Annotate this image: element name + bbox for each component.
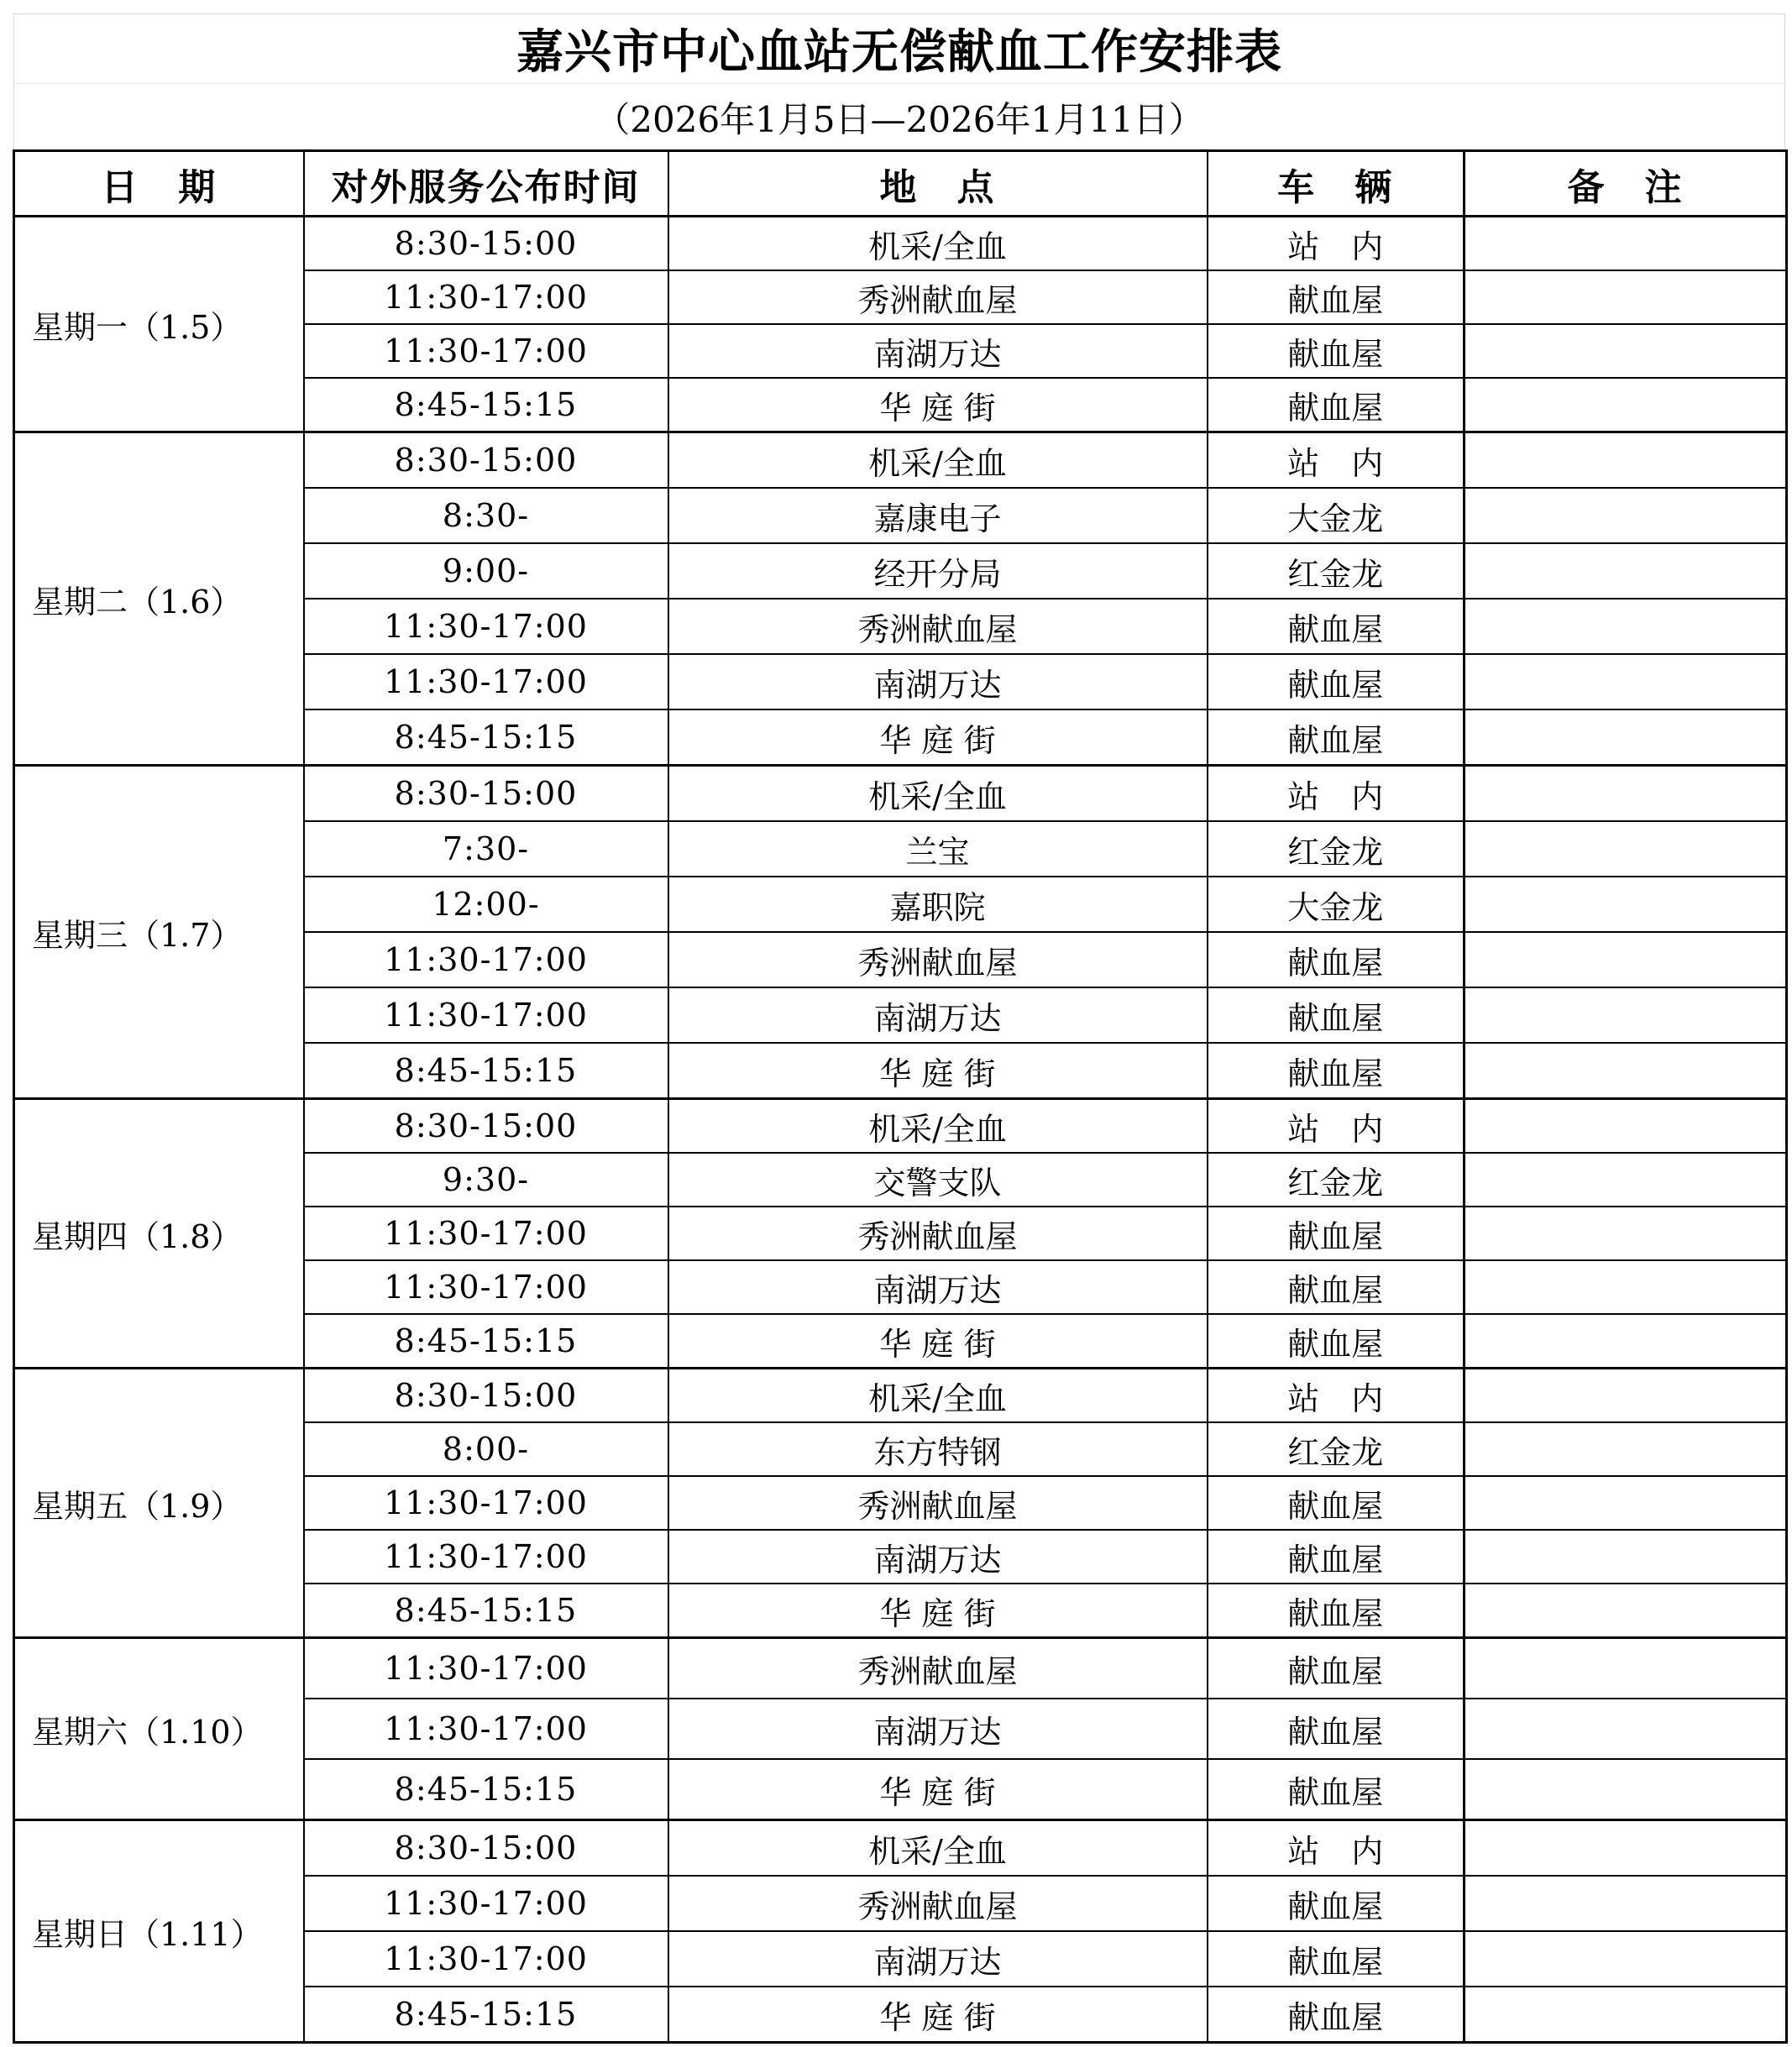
- location-cell: 华 庭 街: [668, 1043, 1208, 1099]
- vehicle-cell: 献血屋: [1208, 654, 1465, 709]
- page-title: 嘉兴市中心血站无偿献血工作安排表: [516, 25, 1282, 80]
- vehicle-cell: 献血屋: [1208, 1043, 1465, 1099]
- time-cell: 8:00-: [304, 1422, 668, 1476]
- time-cell: 8:45-15:15: [304, 1314, 668, 1369]
- note-cell: [1465, 1422, 1787, 1476]
- location-cell: 机采/全血: [668, 1369, 1208, 1423]
- note-cell: [1465, 1476, 1787, 1530]
- note-cell: [1465, 543, 1787, 599]
- location-cell: 南湖万达: [668, 654, 1208, 709]
- location-cell: 华 庭 街: [668, 709, 1208, 766]
- time-cell: 8:45-15:15: [304, 1759, 668, 1820]
- location-cell: 南湖万达: [668, 1931, 1208, 1987]
- location-cell: 东方特钢: [668, 1422, 1208, 1476]
- vehicle-cell: 献血屋: [1208, 1314, 1465, 1369]
- time-cell: 11:30-17:00: [304, 654, 668, 709]
- date-range-subtitle: （2026年1月5日—2026年1月11日）: [595, 98, 1204, 140]
- location-cell: 交警支队: [668, 1153, 1208, 1207]
- location-cell: 华 庭 街: [668, 378, 1208, 432]
- subtitle-row: [13, 83, 1785, 150]
- time-cell: 11:30-17:00: [304, 1530, 668, 1584]
- time-cell: 8:30-15:00: [304, 1099, 668, 1154]
- time-cell: 8:45-15:15: [304, 378, 668, 432]
- vehicle-cell: 献血屋: [1208, 1476, 1465, 1530]
- location-cell: 机采/全血: [668, 1820, 1208, 1877]
- vehicle-cell: 献血屋: [1208, 378, 1465, 432]
- vehicle-cell: 红金龙: [1208, 821, 1465, 877]
- note-cell: [1465, 1987, 1787, 2043]
- vehicle-cell: 站 内: [1208, 766, 1465, 822]
- note-cell: [1465, 1699, 1787, 1759]
- day-label: 星期五（1.9）: [14, 1369, 304, 1638]
- vehicle-cell: 大金龙: [1208, 488, 1465, 543]
- note-cell: [1465, 709, 1787, 766]
- day-label: 星期二（1.6）: [14, 432, 304, 766]
- note-cell: [1465, 654, 1787, 709]
- vehicle-cell: 献血屋: [1208, 1207, 1465, 1260]
- table-row: [14, 1099, 1787, 1154]
- vehicle-cell: 站 内: [1208, 1820, 1465, 1877]
- note-cell: [1465, 821, 1787, 877]
- time-cell: 11:30-17:00: [304, 1260, 668, 1314]
- note-cell: [1465, 599, 1787, 654]
- location-cell: 秀洲献血屋: [668, 1876, 1208, 1931]
- day-label: 星期四（1.8）: [14, 1099, 304, 1369]
- header-note: 备 注: [1465, 151, 1787, 217]
- time-cell: 11:30-17:00: [304, 324, 668, 378]
- note-cell: [1465, 932, 1787, 987]
- time-cell: 8:30-15:00: [304, 432, 668, 489]
- time-cell: 12:00-: [304, 877, 668, 932]
- vehicle-cell: 红金龙: [1208, 543, 1465, 599]
- note-cell: [1465, 1931, 1787, 1987]
- time-cell: 11:30-17:00: [304, 1638, 668, 1699]
- location-cell: 兰宝: [668, 821, 1208, 877]
- location-cell: 秀洲献血屋: [668, 1638, 1208, 1699]
- location-cell: 南湖万达: [668, 1260, 1208, 1314]
- location-cell: 经开分局: [668, 543, 1208, 599]
- vehicle-cell: 献血屋: [1208, 932, 1465, 987]
- vehicle-cell: 献血屋: [1208, 1260, 1465, 1314]
- time-cell: 11:30-17:00: [304, 1931, 668, 1987]
- note-cell: [1465, 1153, 1787, 1207]
- time-cell: 11:30-17:00: [304, 1876, 668, 1931]
- note-cell: [1465, 1759, 1787, 1820]
- time-cell: 8:30-15:00: [304, 1369, 668, 1423]
- vehicle-cell: 献血屋: [1208, 1584, 1465, 1638]
- location-cell: 嘉康电子: [668, 488, 1208, 543]
- location-cell: 机采/全血: [668, 432, 1208, 489]
- vehicle-cell: 站 内: [1208, 1099, 1465, 1154]
- time-cell: 8:30-15:00: [304, 217, 668, 271]
- title-row: [13, 13, 1785, 83]
- note-cell: [1465, 378, 1787, 432]
- location-cell: 机采/全血: [668, 217, 1208, 271]
- location-cell: 南湖万达: [668, 987, 1208, 1043]
- table-row: [14, 1638, 1787, 1699]
- day-label: 星期日（1.11）: [14, 1820, 304, 2043]
- time-cell: 11:30-17:00: [304, 932, 668, 987]
- time-cell: 8:30-15:00: [304, 1820, 668, 1877]
- location-cell: 秀洲献血屋: [668, 932, 1208, 987]
- time-cell: 8:45-15:15: [304, 709, 668, 766]
- header-location: 地 点: [668, 151, 1208, 217]
- header-time: 对外服务公布时间: [304, 151, 668, 217]
- time-cell: 11:30-17:00: [304, 1699, 668, 1759]
- note-cell: [1465, 1207, 1787, 1260]
- vehicle-cell: 站 内: [1208, 217, 1465, 271]
- header-vehicle: 车 辆: [1208, 151, 1465, 217]
- vehicle-cell: 献血屋: [1208, 1699, 1465, 1759]
- time-cell: 8:30-: [304, 488, 668, 543]
- vehicle-cell: 献血屋: [1208, 1987, 1465, 2043]
- vehicle-cell: 献血屋: [1208, 324, 1465, 378]
- time-cell: 11:30-17:00: [304, 599, 668, 654]
- vehicle-cell: 红金龙: [1208, 1153, 1465, 1207]
- time-cell: 9:00-: [304, 543, 668, 599]
- note-cell: [1465, 987, 1787, 1043]
- table-row: [14, 1369, 1787, 1423]
- vehicle-cell: 献血屋: [1208, 709, 1465, 766]
- location-cell: 秀洲献血屋: [668, 1476, 1208, 1530]
- note-cell: [1465, 1876, 1787, 1931]
- vehicle-cell: 献血屋: [1208, 987, 1465, 1043]
- vehicle-cell: 献血屋: [1208, 1876, 1465, 1931]
- time-cell: 11:30-17:00: [304, 1476, 668, 1530]
- vehicle-cell: 献血屋: [1208, 599, 1465, 654]
- time-cell: 7:30-: [304, 821, 668, 877]
- location-cell: 秀洲献血屋: [668, 270, 1208, 324]
- day-label: 星期六（1.10）: [14, 1638, 304, 1820]
- note-cell: [1465, 1043, 1787, 1099]
- schedule-body: [14, 217, 1787, 2043]
- location-cell: 机采/全血: [668, 766, 1208, 822]
- note-cell: [1465, 1260, 1787, 1314]
- note-cell: [1465, 488, 1787, 543]
- note-cell: [1465, 217, 1787, 271]
- time-cell: 8:30-15:00: [304, 766, 668, 822]
- vehicle-cell: 站 内: [1208, 1369, 1465, 1423]
- note-cell: [1465, 270, 1787, 324]
- location-cell: 秀洲献血屋: [668, 599, 1208, 654]
- table-row: [14, 1820, 1787, 1877]
- time-cell: 11:30-17:00: [304, 270, 668, 324]
- time-cell: 11:30-17:00: [304, 1207, 668, 1260]
- note-cell: [1465, 1820, 1787, 1877]
- note-cell: [1465, 1584, 1787, 1638]
- vehicle-cell: 献血屋: [1208, 1638, 1465, 1699]
- location-cell: 华 庭 街: [668, 1314, 1208, 1369]
- table-row: [14, 432, 1787, 489]
- note-cell: [1465, 1530, 1787, 1584]
- note-cell: [1465, 432, 1787, 489]
- time-cell: 8:45-15:15: [304, 1987, 668, 2043]
- day-label: 星期一（1.5）: [14, 217, 304, 432]
- note-cell: [1465, 1638, 1787, 1699]
- vehicle-cell: 大金龙: [1208, 877, 1465, 932]
- note-cell: [1465, 766, 1787, 822]
- vehicle-cell: 站 内: [1208, 432, 1465, 489]
- vehicle-cell: 红金龙: [1208, 1422, 1465, 1476]
- note-cell: [1465, 1369, 1787, 1423]
- note-cell: [1465, 1099, 1787, 1154]
- note-cell: [1465, 324, 1787, 378]
- location-cell: 南湖万达: [668, 1699, 1208, 1759]
- time-cell: 8:45-15:15: [304, 1584, 668, 1638]
- time-cell: 9:30-: [304, 1153, 668, 1207]
- location-cell: 机采/全血: [668, 1099, 1208, 1154]
- vehicle-cell: 献血屋: [1208, 1931, 1465, 1987]
- header-date: 日 期: [14, 151, 304, 217]
- location-cell: 嘉职院: [668, 877, 1208, 932]
- vehicle-cell: 献血屋: [1208, 270, 1465, 324]
- location-cell: 南湖万达: [668, 324, 1208, 378]
- vehicle-cell: 献血屋: [1208, 1530, 1465, 1584]
- location-cell: 华 庭 街: [668, 1987, 1208, 2043]
- schedule-table: [13, 149, 1788, 2044]
- time-cell: 11:30-17:00: [304, 987, 668, 1043]
- time-cell: 8:45-15:15: [304, 1043, 668, 1099]
- location-cell: 南湖万达: [668, 1530, 1208, 1584]
- header-row: [14, 151, 1787, 217]
- table-row: [14, 217, 1787, 271]
- location-cell: 华 庭 街: [668, 1584, 1208, 1638]
- vehicle-cell: 献血屋: [1208, 1759, 1465, 1820]
- note-cell: [1465, 1314, 1787, 1369]
- table-row: [14, 766, 1787, 822]
- location-cell: 华 庭 街: [668, 1759, 1208, 1820]
- day-label: 星期三（1.7）: [14, 766, 304, 1099]
- location-cell: 秀洲献血屋: [668, 1207, 1208, 1260]
- note-cell: [1465, 877, 1787, 932]
